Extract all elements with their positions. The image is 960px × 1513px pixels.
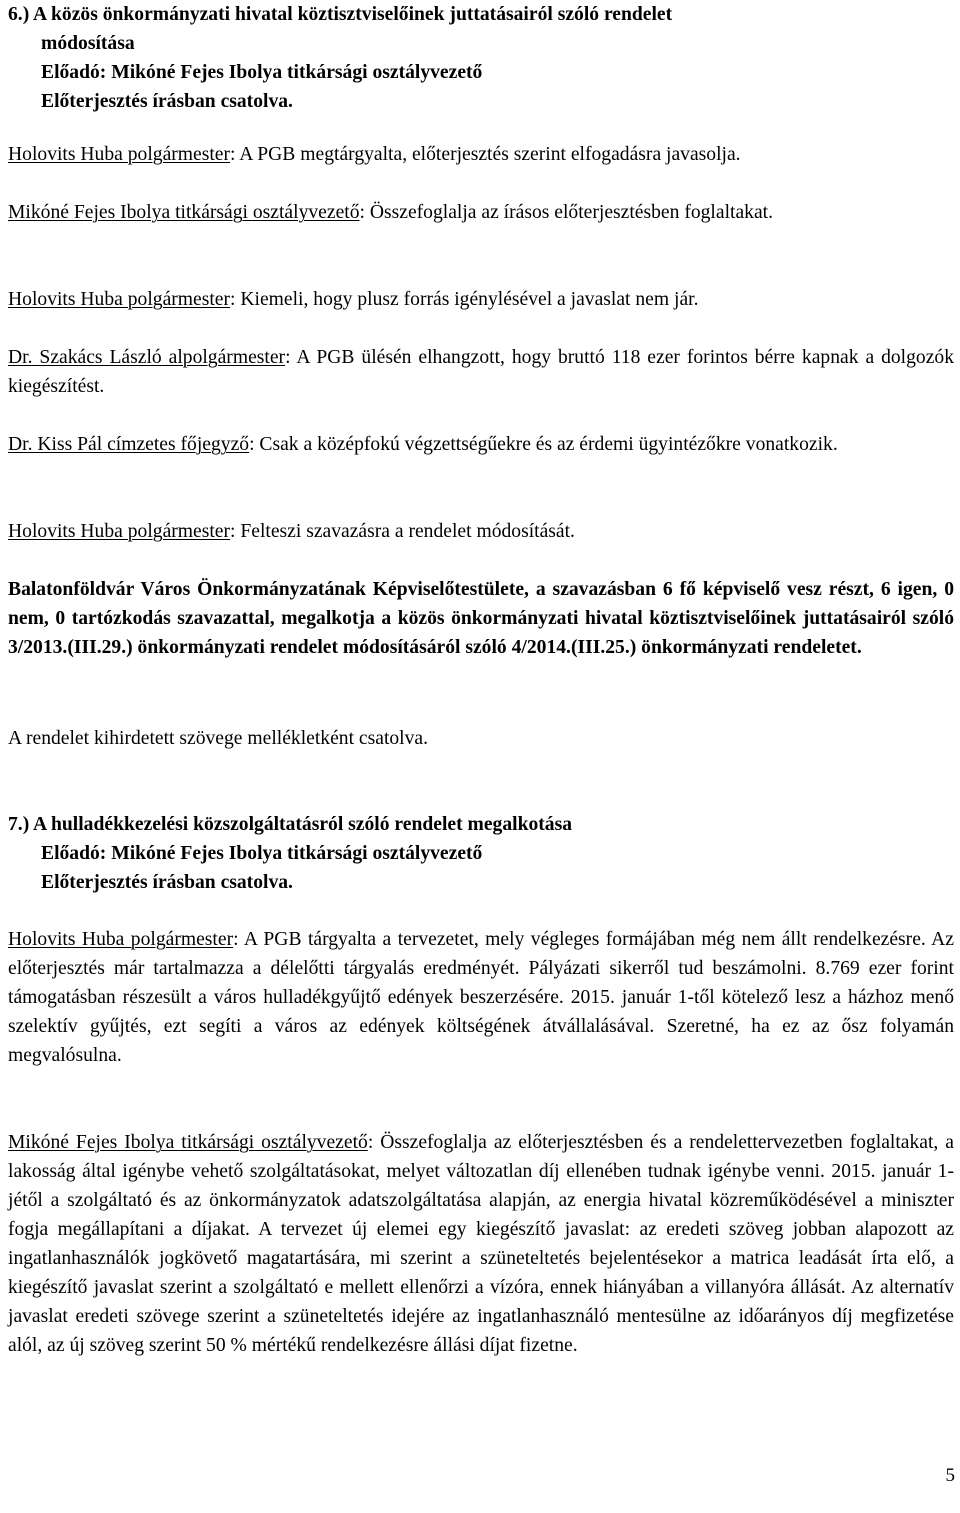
section-6-title-cont: módosítása [41,33,135,54]
speaker-name: Holovits Huba polgármester [8,929,234,950]
speaker-name: Holovits Huba polgármester [8,521,231,542]
section-6 [8,0,954,116]
s7-paragraph-1 [8,925,954,1070]
s6-paragraph-4 [8,343,954,401]
s7-paragraph-2 [8,1128,954,1360]
s6-paragraph-6 [8,517,954,546]
statement-text: : A PGB tárgyalta a tervezetet, mely végleges formájában még nem állt rendelkezésre. Az előterjesztés már tartalmazza a délelőtti tárgyalás eredményét. Pályázati sikerről tud beszámolni. 8.769 ezer forint támogatásban részesült a város hulladékgyűjtő edények beszerzésére. 2015. január 1-től kötelező lesz a házhoz menő szelektív gyűjtés, ezt segíti a város az edények költségének átvállalásával. Szeretné, ha ez az ősz folyamán megvalósulna. [8,929,954,1066]
speaker-name: Mikóné Fejes Ibolya titkársági osztályvezető [8,1132,368,1153]
speaker-name: Holovits Huba polgármester [8,144,231,165]
s6-paragraph-2 [8,198,954,227]
statement-text: : Felteszi szavazásra a rendelet módosítását. [230,521,575,542]
speaker-name: Holovits Huba polgármester [8,289,231,310]
statement-text: : A PGB ülésén elhangzott, hogy bruttó 118 ezer forintos bérre kapnak a dolgozók kiegészítést. [8,347,954,397]
speaker-name: Dr. Kiss Pál címzetes főjegyző [8,434,250,455]
s6-paragraph-1 [8,140,954,169]
s6-paragraph-5 [8,430,954,459]
section-7-attached: Előterjesztés írásban csatolva. [41,872,293,893]
statement-text: : Összefoglalja az előterjesztésben és a rendelettervezetben foglaltakat, a lakosság által igénybe vehető szolgáltatásokat, melyet változatlan díj ellenében tudnak igénybe venni. 2015. január 1-jétől a szolgáltató és az önkormányzatok adatszolgáltatása alapján, az energia hivatal közreműködésével a miniszter fogja megállapítani a díjakat. A tervezet új elemei egy kiegészítő javaslat: az eredeti szöveg jobban alapozott az ingatlanhasználók jogkövető magatartására, mi szerint a szüneteltetés bejelentésekor a matrica leadását írta elő, a kiegészítő javaslat szerint a szolgáltató e mellett ellenőrzi a vízóra, ennek hiányában a villanyóra állását. Az alternatív javaslat eredeti szövege szerint a szüneteltetés idejére az ingatlanhasználó mentesülne az időarányos díj megfizetése alól, az új szöveg szerint 50 % mértékű rendelkezésre állási díjat fizetne. [8,1132,954,1356]
section-6-title: 6.) A közös önkormányzati hivatal köztisztviselőinek juttatásairól szóló rendelet [8,4,673,25]
speaker-name: Dr. Szakács László alpolgármester [8,347,286,368]
speaker-name: Mikóné Fejes Ibolya titkársági osztályvezető [8,202,360,223]
s6-paragraph-3 [8,285,954,314]
annex-note: A rendelet kihirdetett szövege mellékletként csatolva. [8,728,429,749]
section-7-title: 7.) A hulladékkezelési közszolgáltatásról szóló rendelet megalkotása [8,814,573,835]
resolution-text: Balatonföldvár Város Önkormányzatának Képviselőtestülete, a szavazásban 6 fő képviselő vesz részt, 6 igen, 0 nem, 0 tartózkodás szavazattal, megalkotja a közös önkormányzati hivatal köztisztviselőinek juttatásairól szóló 3/2013.(III.29.) önkormányzati rendelet módosításáról szóló 4/2014.(III.25.) önkormányzati rendeletet. [8,579,954,658]
statement-text: : A PGB megtárgyalta, előterjesztés szerint elfogadásra javasolja. [230,144,741,165]
section-6-presenter: Előadó: Mikóné Fejes Ibolya titkársági osztályvezető [41,62,483,83]
statement-text: : Csak a középfokú végzettségűekre és az érdemi ügyintézőkre vonatkozik. [249,434,838,455]
statement-text: : Összefoglalja az írásos előterjesztésben foglaltakat. [359,202,773,223]
section-7 [8,810,954,897]
page-number: 5 [945,1465,955,1486]
statement-text: : Kiemeli, hogy plusz forrás igénylésével a javaslat nem jár. [230,289,699,310]
section-7-presenter: Előadó: Mikóné Fejes Ibolya titkársági osztályvezető [41,843,483,864]
section-6-attached: Előterjesztés írásban csatolva. [41,91,293,112]
